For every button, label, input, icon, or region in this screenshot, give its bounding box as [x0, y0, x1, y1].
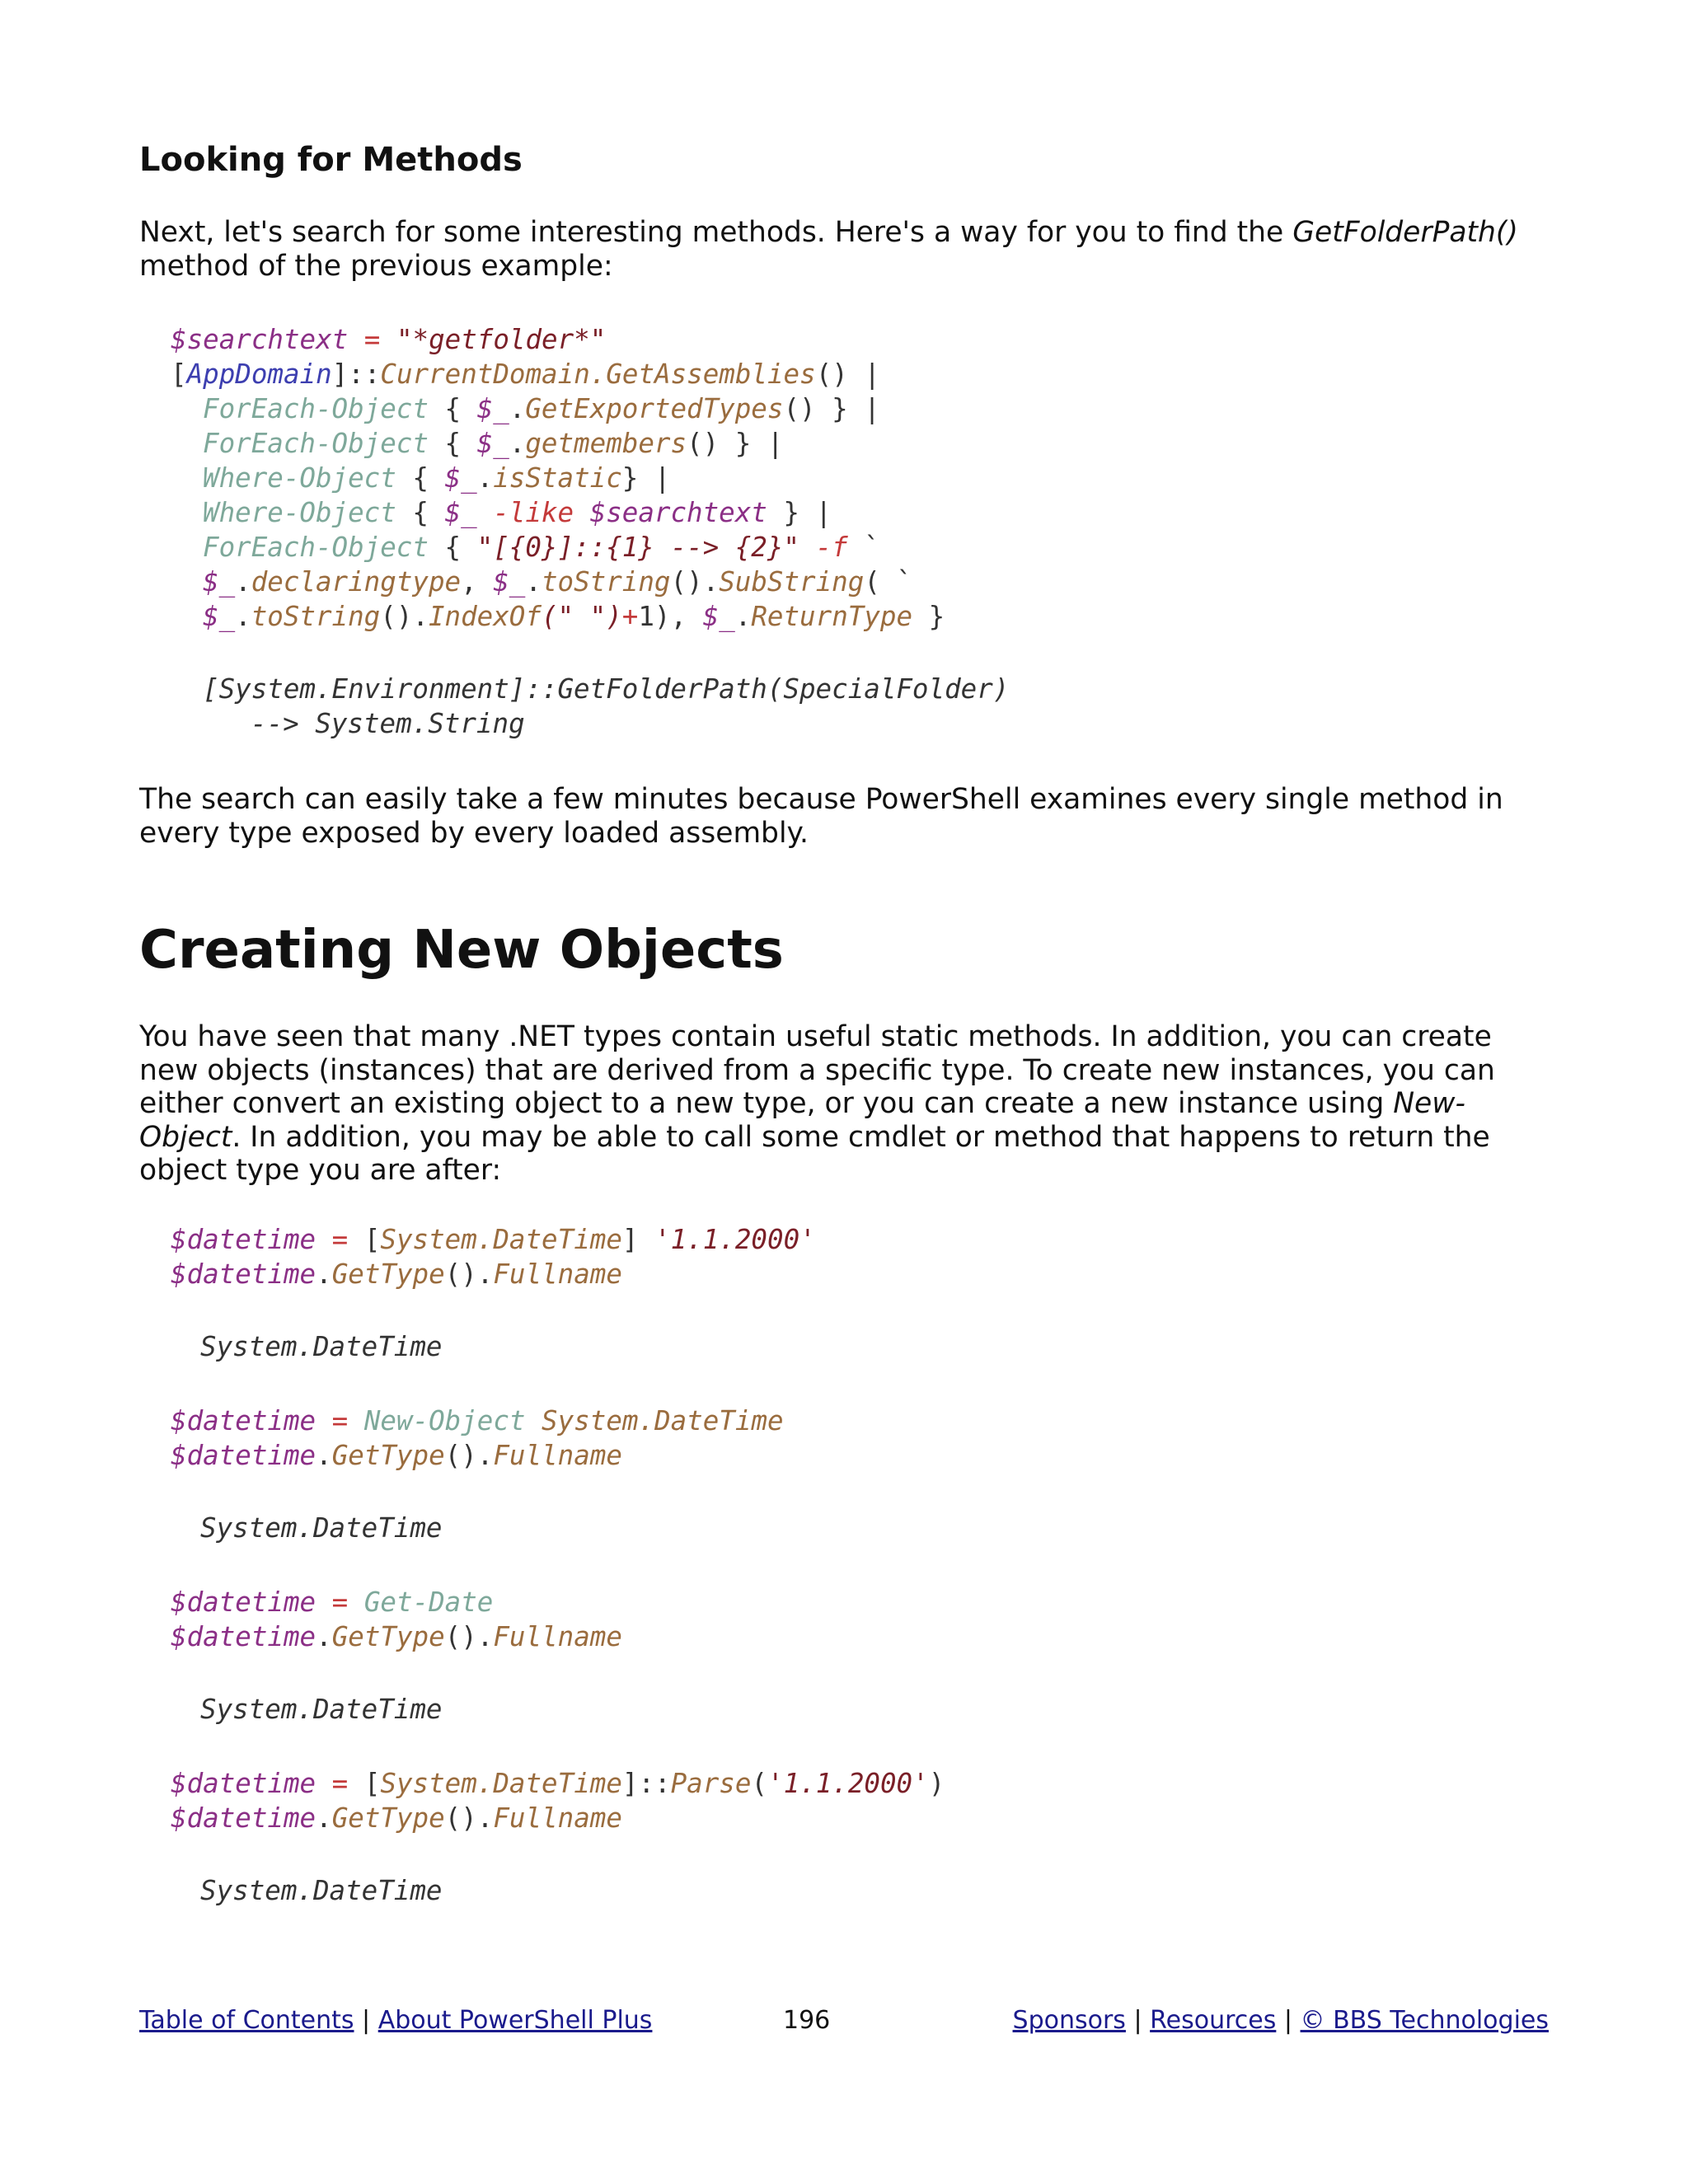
resources-link[interactable]: Resources [1150, 2006, 1277, 2035]
code-line: ForEach-Object { $_.GetExportedTypes() } | [203, 393, 880, 424]
intro-text: Next, let's search for some interesting methods. Here's a way for you to find the [139, 216, 1293, 249]
chapter-intro-text-end: . In addition, you may be able to call some cmdlet or method that happens to return the object type you are after: [139, 1120, 1490, 1187]
code-line: $datetime = [System.DateTime] '1.1.2000' [171, 1224, 816, 1255]
code-line: Where-Object { $_.isStatic} | [203, 462, 671, 494]
code-line: $datetime.GetType().Fullname [171, 1802, 622, 1834]
code-line: $_.toString().IndexOf(" ")+1), $_.ReturnType } [203, 601, 945, 632]
footer-separator: | [354, 2006, 378, 2035]
intro-paragraph [139, 216, 1557, 283]
footer-right-links [1013, 2004, 1549, 2037]
code-output: System.DateTime [200, 1512, 443, 1544]
section-heading: Looking for Methods [139, 141, 523, 179]
code-line: [AppDomain]::CurrentDomain.GetAssemblies() | [171, 359, 880, 390]
code-output: System.DateTime [200, 1875, 443, 1906]
code-line: $datetime.GetType().Fullname [171, 1621, 622, 1652]
chapter-intro-text: You have seen that many .NET types contain useful static methods. In addition, you can create new objects (instances) that are derived from a specific type. To create new instances, you can either convert an existing object to a new type, or you can create a new instance using [139, 1020, 1495, 1120]
footer-separator: | [1276, 2006, 1301, 2035]
code-line: $datetime = [System.DateTime]::Parse('1.1.2000') [171, 1768, 945, 1799]
code-line: $searchtext = "*getfolder*" [171, 324, 607, 355]
table-of-contents-link[interactable]: Table of Contents [139, 2006, 354, 2035]
chapter-intro-paragraph [139, 1020, 1557, 1188]
chapter-heading: Creating New Objects [139, 920, 784, 981]
code-line: $datetime.GetType().Fullname [171, 1258, 622, 1290]
search-note-paragraph: The search can easily take a few minutes because PowerShell examines every single method in every type exposed by every loaded assembly. [139, 783, 1503, 850]
code-output: System.DateTime [200, 1331, 443, 1362]
code-line: $_.declaringtype, $_.toString().SubString( ` [203, 566, 913, 598]
footer-left-links [139, 2004, 652, 2037]
code-line: $datetime.GetType().Fullname [171, 1440, 622, 1471]
code-line: ForEach-Object { $_.getmembers() } | [203, 428, 784, 459]
code-line: $datetime = Get-Date [171, 1586, 494, 1618]
code-output: --> System.String [251, 708, 525, 739]
code-line: ForEach-Object { "[{0}]::{1} --> {2}" -f ` [203, 532, 880, 563]
cmdlet-name: New-Object [139, 1087, 1465, 1154]
footer-separator: | [1125, 2006, 1151, 2035]
about-powershell-plus-link[interactable]: About PowerShell Plus [377, 2006, 653, 2035]
intro-text-end: method of the previous example: [139, 249, 613, 283]
intro-method-name: GetFolderPath() [1292, 216, 1518, 249]
sponsors-link[interactable]: Sponsors [1012, 2006, 1126, 2035]
code-output: [System.Environment]::GetFolderPath(SpecialFolder) [203, 673, 1010, 705]
code-line: Where-Object { $_ -like $searchtext } | [203, 497, 832, 528]
code-line: $datetime = New-Object System.DateTime [171, 1405, 784, 1436]
code-output: System.DateTime [200, 1694, 443, 1725]
bbs-technologies-link[interactable]: © BBS Technologies [1300, 2006, 1549, 2035]
page-number: 196 [783, 2006, 831, 2035]
